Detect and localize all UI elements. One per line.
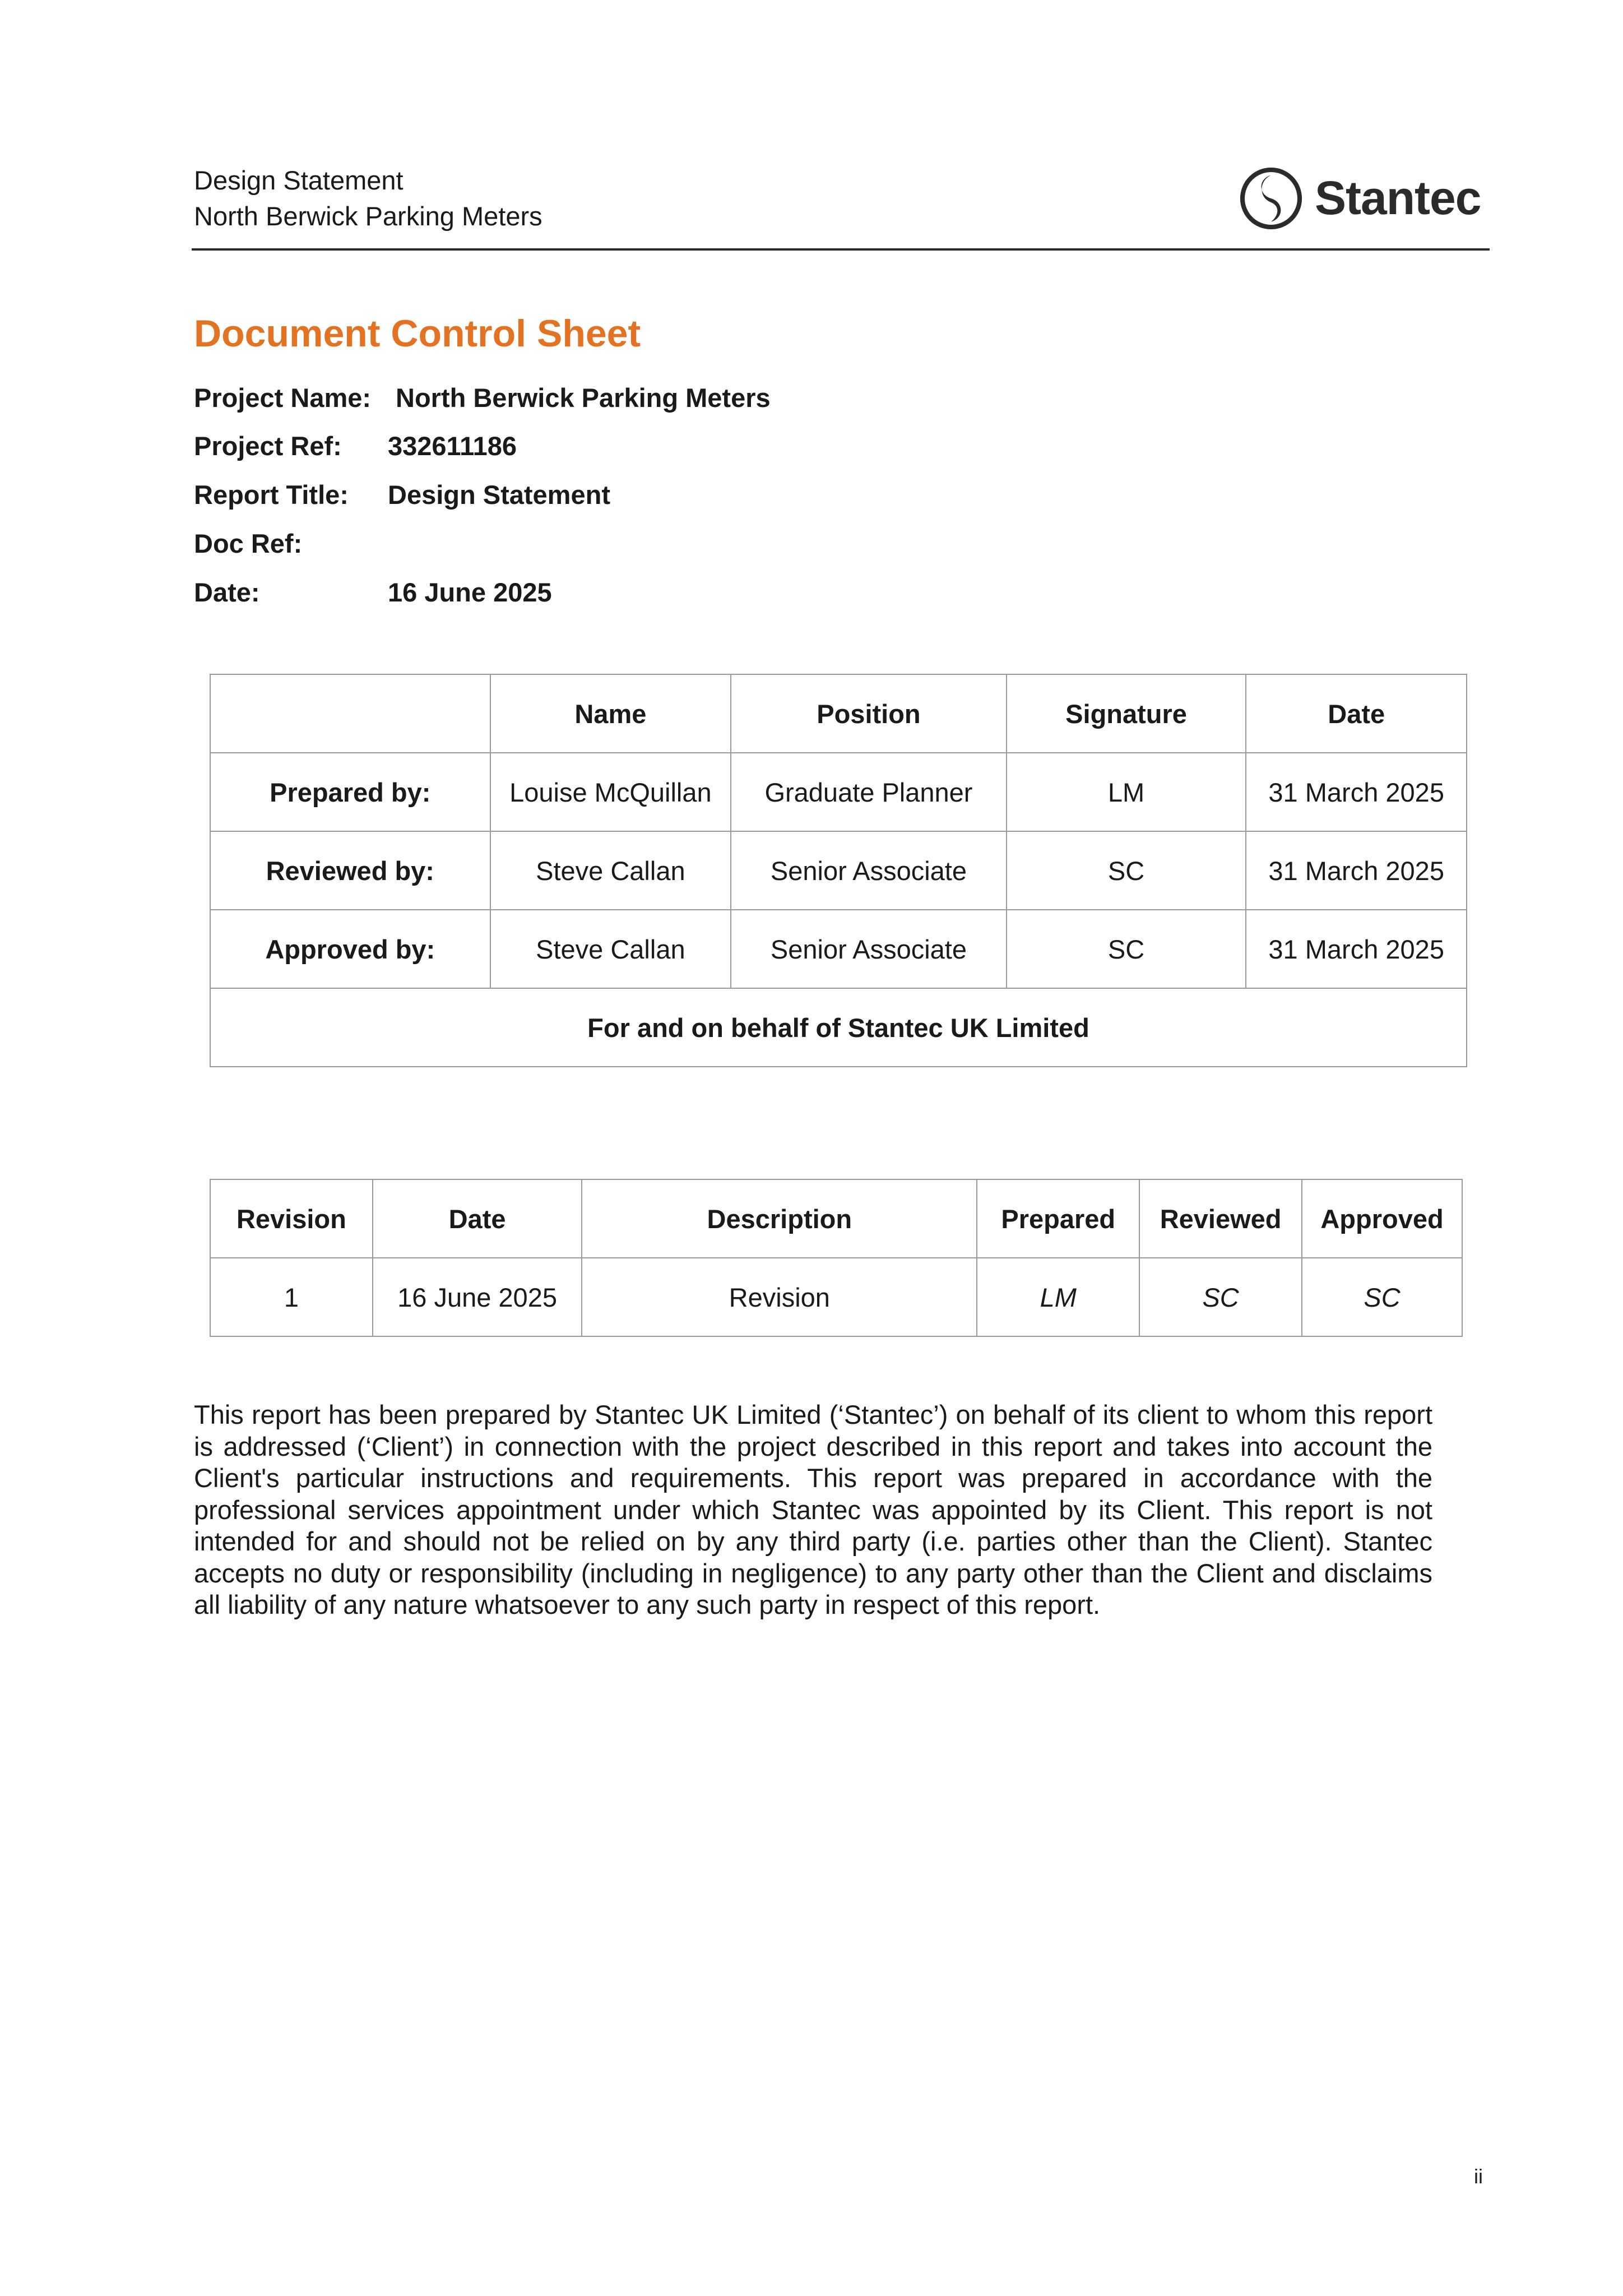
row-label: Reviewed by: bbox=[210, 831, 490, 910]
meta-value: North Berwick Parking Meters bbox=[396, 383, 771, 413]
column-header: Approved bbox=[1302, 1179, 1462, 1258]
column-header: Date bbox=[1246, 674, 1467, 753]
table-row bbox=[210, 910, 1467, 988]
name-cell: Steve Callan bbox=[490, 831, 731, 910]
column-header: Reviewed bbox=[1139, 1179, 1302, 1258]
table-footer-row bbox=[210, 988, 1467, 1067]
on-behalf-of: For and on behalf of Stantec UK Limited bbox=[210, 988, 1467, 1067]
signature-cell: SC bbox=[1007, 910, 1246, 988]
meta-label: Report Title: bbox=[194, 480, 349, 510]
column-header: Prepared bbox=[977, 1179, 1139, 1258]
logo-wordmark: Stantec bbox=[1315, 172, 1481, 224]
meta-label: Doc Ref: bbox=[194, 529, 303, 558]
page-title: Document Control Sheet bbox=[194, 312, 641, 355]
column-header: Revision bbox=[210, 1179, 373, 1258]
prepared-cell: LM bbox=[977, 1258, 1139, 1336]
position-cell: Senior Associate bbox=[731, 910, 1007, 988]
table-row bbox=[210, 1258, 1462, 1336]
date-cell: 31 March 2025 bbox=[1246, 753, 1467, 831]
page-number: ii bbox=[1474, 2165, 1483, 2188]
revision-table bbox=[210, 1179, 1463, 1337]
signature-cell: LM bbox=[1007, 753, 1246, 831]
revision-number-cell: 1 bbox=[210, 1258, 373, 1336]
row-label: Approved by: bbox=[210, 910, 490, 988]
table-row bbox=[210, 753, 1467, 831]
table-row bbox=[210, 831, 1467, 910]
table-header-row bbox=[210, 674, 1467, 753]
column-header bbox=[210, 674, 490, 753]
name-cell: Steve Callan bbox=[490, 910, 731, 988]
row-label: Prepared by: bbox=[210, 753, 490, 831]
meta-label: Project Ref: bbox=[194, 431, 342, 461]
column-header: Description bbox=[582, 1179, 977, 1258]
meta-value: 16 June 2025 bbox=[388, 577, 552, 607]
signature-cell: SC bbox=[1007, 831, 1246, 910]
disclaimer-paragraph: This report has been prepared by Stantec UK Limited (‘Stantec’) on behalf of its client to whom this report is addressed (‘Client’) in connection with the project described in this report and takes into account the Client's particular instructions and requirements. This report was prepared in accordance with the professional services appointment under which Stantec was appointed by its Client. This report is not intended for and should not be relied on by any third party (i.e. parties other than the Client). Stantec accepts no duty or responsibility (including in negligence) to any party other than the Client and disclaims all liability of any nature whatsoever to any such party in respect of this report. bbox=[194, 1400, 1432, 1619]
running-header bbox=[194, 163, 542, 234]
description-cell: Revision bbox=[582, 1258, 977, 1336]
table-header-row bbox=[210, 1179, 1462, 1258]
stantec-logo bbox=[1239, 164, 1485, 234]
signoff-table bbox=[210, 674, 1467, 1067]
reviewed-cell: SC bbox=[1139, 1258, 1302, 1336]
header-project-name: North Berwick Parking Meters bbox=[194, 201, 542, 231]
column-header: Signature bbox=[1007, 674, 1246, 753]
meta-value: 332611186 bbox=[388, 431, 517, 461]
date-cell: 31 March 2025 bbox=[1246, 910, 1467, 988]
column-header: Name bbox=[490, 674, 731, 753]
column-header: Date bbox=[373, 1179, 582, 1258]
stantec-logo-icon bbox=[1239, 166, 1304, 231]
approved-cell: SC bbox=[1302, 1258, 1462, 1336]
position-cell: Senior Associate bbox=[731, 831, 1007, 910]
header-divider bbox=[192, 248, 1490, 251]
name-cell: Louise McQuillan bbox=[490, 753, 731, 831]
header-document-title: Design Statement bbox=[194, 165, 404, 195]
meta-value: Design Statement bbox=[388, 480, 610, 510]
position-cell: Graduate Planner bbox=[731, 753, 1007, 831]
meta-label: Project Name: bbox=[194, 383, 372, 413]
column-header: Position bbox=[731, 674, 1007, 753]
date-cell: 31 March 2025 bbox=[1246, 831, 1467, 910]
date-cell: 16 June 2025 bbox=[373, 1258, 582, 1336]
meta-label: Date: bbox=[194, 577, 260, 607]
